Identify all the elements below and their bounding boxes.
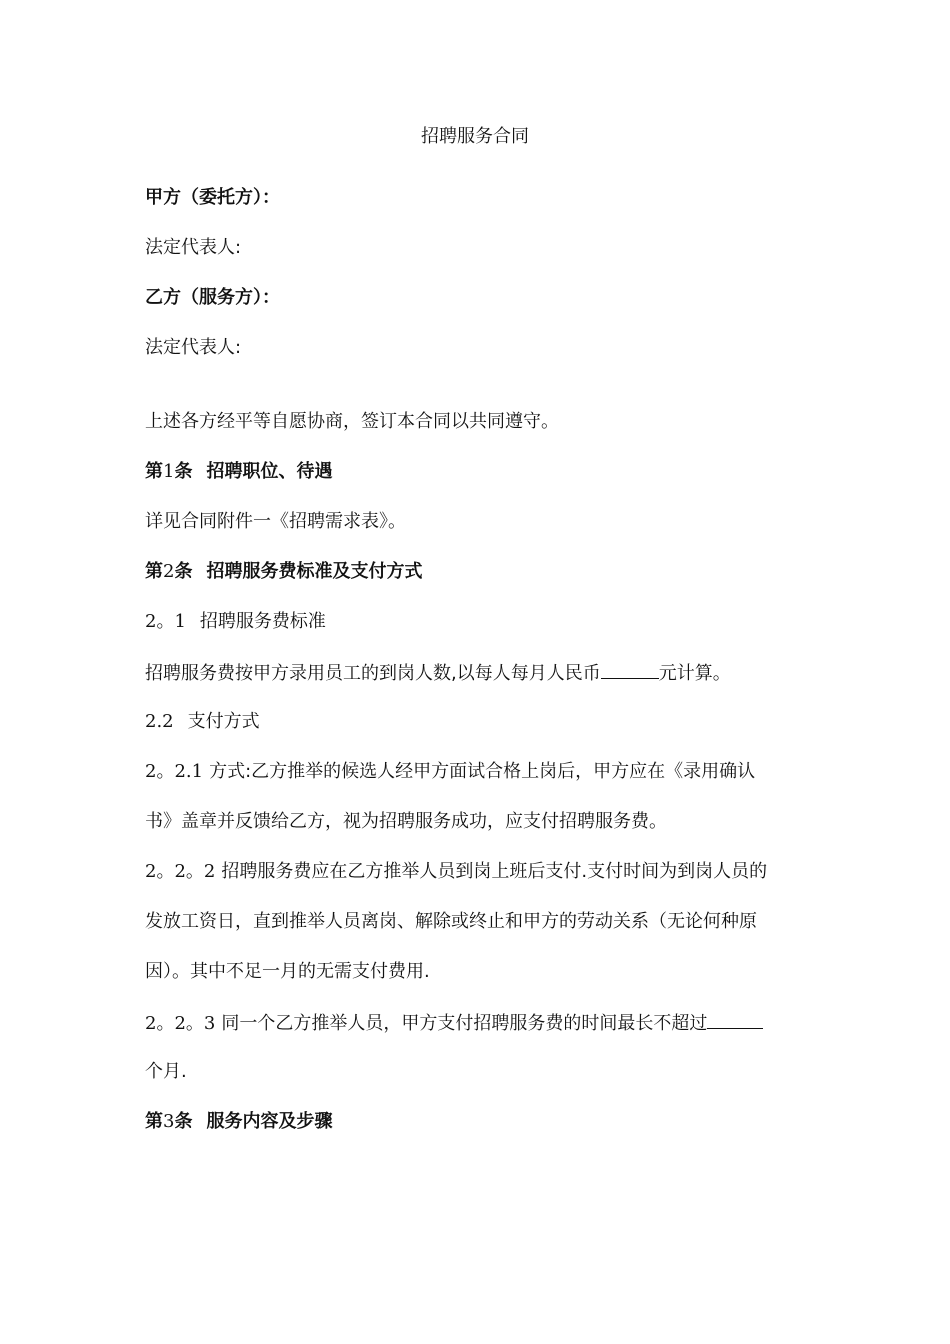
section-2-2-1-number: 2。2.1 [145,761,204,782]
article-3-heading [145,1110,332,1134]
article-1-heading [145,460,332,484]
article-1-number: 1 [163,461,175,482]
article-1-body: 详见合同附件一《招聘需求表》。 [145,511,406,532]
section-2-2-title: 支付方式 [187,711,260,732]
article-2-prefix: 第 [145,561,163,582]
document-title: 招聘服务合同 [421,126,529,147]
party-b-label: 乙方（服务方）： [145,287,280,308]
article-1-prefix: 第 [145,461,163,482]
article-3-title: 服务内容及步骤 [206,1111,333,1132]
section-2-1-title: 招聘服务费标准 [199,611,326,632]
section-2-2-heading [145,710,260,734]
article-2-number: 2 [163,561,175,582]
section-2-2-3-number: 2。2。3 [145,1013,216,1034]
fee-amount-blank[interactable] [601,660,659,679]
article-3-number: 3 [163,1111,175,1132]
party-b-representative: 法定代表人: [145,337,242,358]
article-2-heading [145,560,422,584]
section-2-2-2-line3: 因）。其中不足一月的无需支付费用. [145,961,430,982]
section-2-1-heading [145,610,326,634]
article-2-suffix: 条 [174,561,193,582]
section-2-2-1-line1: 2。2.1 方式:乙方推举的候选人经甲方面试合格上岗后，甲方应在《录用确认 [145,761,756,782]
article-2-title: 招聘服务费标准及支付方式 [206,561,423,582]
section-2-2-2-line1: 2。2。2 招聘服务费应在乙方推举人员到岗上班后支付.支付时间为到岗人员的 [145,861,768,882]
section-2-1-body: 招聘服务费按甲方录用员工的到岗人数,以每人每月人民币 元计算。 [145,660,731,686]
preamble: 上述各方经平等自愿协商，签订本合同以共同遵守。 [145,411,559,432]
article-3-prefix: 第 [145,1111,163,1132]
section-2-2-1-line2: 书》盖章并反馈给乙方，视为招聘服务成功，应支付招聘服务费。 [145,811,667,832]
section-2-2-number: 2.2 [145,711,174,732]
section-2-2-3-line1: 2。2。3 同一个乙方推举人员，甲方支付招聘服务费的时间最长不超过 [145,1010,763,1036]
section-2-1-number: 2。1 [145,611,186,632]
section-2-2-2-line2: 发放工资日，直到推举人员离岗、解除或终止和甲方的劳动关系（无论何种原 [145,911,757,932]
party-a-representative: 法定代表人: [145,237,242,258]
section-2-2-2-number: 2。2。2 [145,861,216,882]
section-2-2-3-line2: 个月. [145,1061,187,1082]
article-3-suffix: 条 [174,1111,193,1132]
max-months-blank[interactable] [707,1010,763,1029]
party-a-label: 甲方（委托方）： [145,187,280,208]
article-1-suffix: 条 [174,461,193,482]
article-1-title: 招聘职位、待遇 [206,461,333,482]
